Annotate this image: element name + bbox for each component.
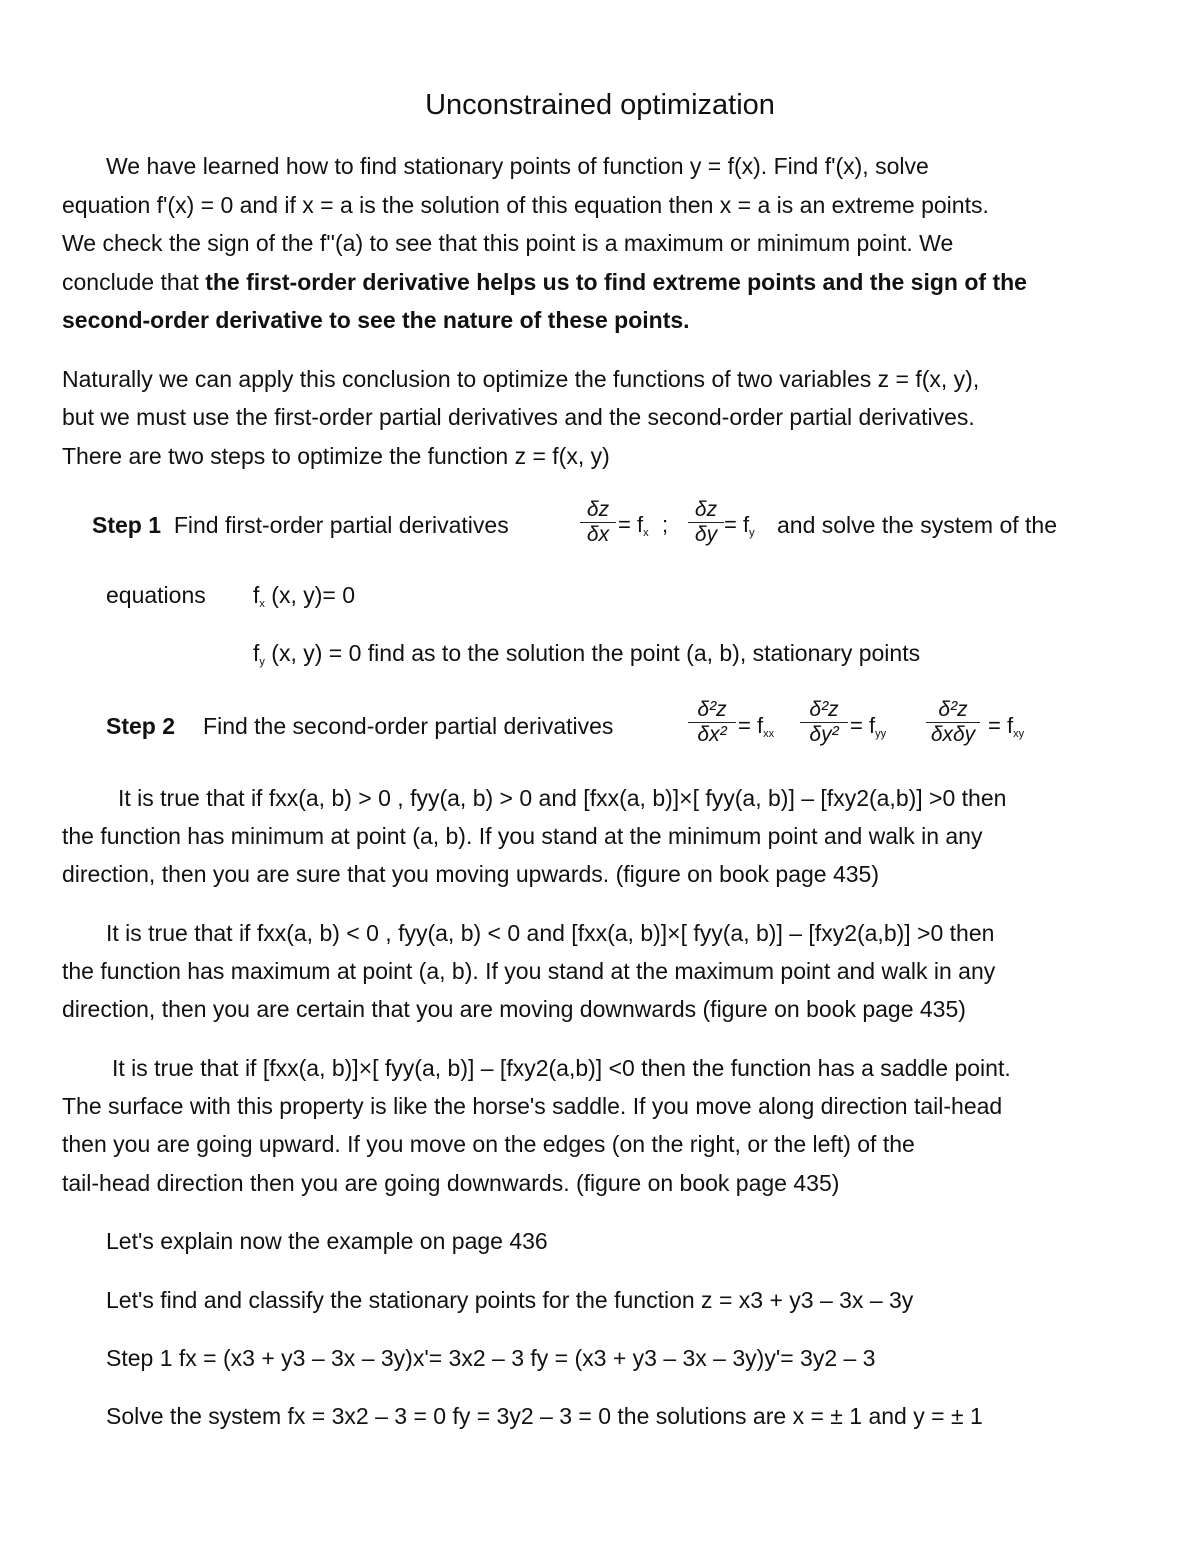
max-condition-line-1: It is true that if fxx(a, b) < 0 , fyy(a, b) < 0 and [fxx(a, b)]×[ fyy(a, b)] – [fxy2(a,b)] >0 then <box>106 920 995 946</box>
step2-eq-fxy <box>988 712 1024 748</box>
example-classify: Let's find and classify the stationary points for the function z = x3 + y3 – 3x – 3y <box>106 1287 914 1313</box>
step1-line <box>92 511 509 539</box>
para2-line-3: There are two steps to optimize the function z = f(x, y) <box>62 443 610 469</box>
step1-tail: and solve the system of the <box>777 512 1057 538</box>
para2-line-2: but we must use the first-order partial derivatives and the second-order partial derivatives. <box>62 404 975 430</box>
intro-line-2: equation f'(x) = 0 and if x = a is the solution of this equation then x = a is an extreme points. <box>62 192 989 218</box>
step1-label: Step 1 <box>92 512 162 538</box>
intro-line-4-bold: the first-order derivative helps us to find extreme points and the sign of the <box>205 269 1027 295</box>
min-condition-line-3: direction, then you are sure that you moving upwards. (figure on book page 435) <box>62 861 879 887</box>
para2-line-1: Naturally we can apply this conclusion to optimize the functions of two variables z = f(x, y), <box>62 366 980 392</box>
eq-subscript: yy <box>875 728 887 740</box>
step1-fraction-y <box>688 498 724 547</box>
saddle-condition-line-1: It is true that if [fxx(a, b)]×[ fyy(a, b)] – [fxy2(a,b)] <0 then the function has a saddle point. <box>112 1055 1011 1081</box>
fraction-numerator: δ²z <box>688 698 736 723</box>
intro-line-5 <box>62 306 690 334</box>
example-intro: Let's explain now the example on page 436 <box>106 1228 548 1254</box>
step2-fraction-xx <box>688 698 736 747</box>
eq-subscript: x <box>643 527 649 539</box>
example-solve: Solve the system fx = 3x2 – 3 = 0 fy = 3y2 – 3 = 0 the solutions are x = ± 1 and y = ± 1 <box>106 1403 983 1429</box>
intro-line-1: We have learned how to find stationary points of function y = f(x). Find f'(x), solve <box>106 153 929 179</box>
fraction-denominator: δx² <box>697 723 727 746</box>
intro-line-5-bold: second-order derivative to see the nature of these points. <box>62 307 690 333</box>
step1-eq-fx <box>618 511 649 547</box>
fraction-numerator: δ²z <box>800 698 848 723</box>
eq-text: = f <box>618 512 644 537</box>
min-condition-line-2: the function has minimum at point (a, b). If you stand at the minimum point and walk in any <box>62 823 983 849</box>
fraction-numerator: δz <box>580 498 616 523</box>
fraction-numerator: δz <box>688 498 724 523</box>
eq-subscript: x <box>259 598 265 610</box>
example-step1: Step 1 fx = (x3 + y3 – 3x – 3y)x'= 3x2 – 3 fy = (x3 + y3 – 3x – 3y)y'= 3y2 – 3 <box>106 1345 876 1371</box>
step1-text: Find first-order partial derivatives <box>173 512 509 538</box>
max-condition-line-3: direction, then you are certain that you are moving downwards (figure on book page 435) <box>62 996 966 1022</box>
step2-label: Step 2 <box>106 713 176 739</box>
step2-eq-fyy <box>850 712 886 748</box>
fraction-numerator: δ²z <box>926 698 980 723</box>
eq-text: f <box>253 640 260 666</box>
eq-text: = f <box>724 512 750 537</box>
eq-subscript: y <box>749 527 755 539</box>
step2-fraction-xy <box>926 698 980 747</box>
step1-fraction-x <box>580 498 616 547</box>
intro-line-3: We check the sign of the f''(a) to see that this point is a maximum or minimum point. We <box>62 230 954 256</box>
step2-fraction-yy <box>800 698 848 747</box>
eq-subscript: xy <box>1013 728 1025 740</box>
intro-line-4-plain: conclude that <box>62 269 206 295</box>
saddle-condition-line-2: The surface with this property is like the horse's saddle. If you move along direction tail-head <box>62 1093 1003 1119</box>
step1-separator: ; <box>662 512 669 537</box>
fraction-denominator: δx <box>586 523 610 546</box>
eq-text: (x, y)= 0 <box>264 582 355 608</box>
fraction-denominator: δy <box>694 523 718 546</box>
max-condition-line-2: the function has maximum at point (a, b). If you stand at the maximum point and walk in any <box>62 958 996 984</box>
step2-eq-fxx <box>738 712 774 748</box>
page-title: Unconstrained optimization <box>425 89 775 121</box>
eq-text: = f <box>738 713 764 738</box>
eq-subscript: xx <box>763 728 775 740</box>
fraction-denominator: δy² <box>809 723 839 746</box>
saddle-condition-line-4: tail-head direction then you are going downwards. (figure on book page 435) <box>62 1170 840 1196</box>
equations-label: equations <box>106 582 206 608</box>
step2-text: Find the second-order partial derivatives <box>203 713 614 739</box>
eq-text: (x, y) = 0 find as to the solution the point (a, b), stationary points <box>264 640 921 666</box>
equation-fx <box>253 581 355 618</box>
equation-fy <box>253 639 920 676</box>
intro-line-4 <box>62 268 1027 296</box>
min-condition-line-1: It is true that if fxx(a, b) > 0 , fyy(a, b) > 0 and [fxx(a, b)]×[ fyy(a, b)] – [fxy2(a,b)] >0 then <box>118 785 1007 811</box>
eq-text: = f <box>850 713 876 738</box>
eq-subscript: y <box>259 656 265 668</box>
step2-line <box>106 712 613 740</box>
step1-eq-fy <box>724 511 755 547</box>
saddle-condition-line-3: then you are going upward. If you move on the edges (on the right, or the left) of the <box>62 1131 915 1157</box>
fraction-denominator: δxδy <box>930 723 976 746</box>
eq-text: f <box>253 582 260 608</box>
eq-text: = f <box>988 713 1014 738</box>
